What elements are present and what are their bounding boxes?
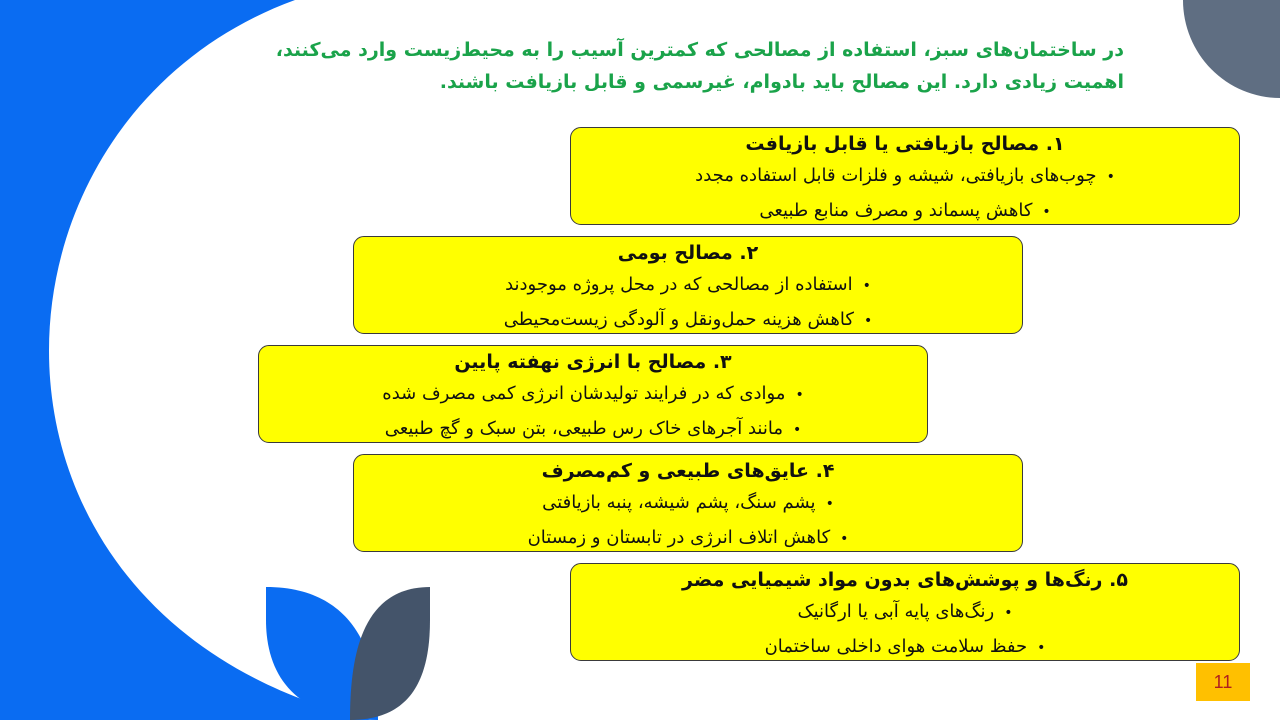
- intro-line-2: اهمیت زیادی دارد. این مصالح باید بادوام، غیرسمی و قابل بازیافت باشند.: [439, 71, 1124, 93]
- card-recycled-materials: [570, 127, 1240, 225]
- intro-line-1: در ساختمان‌های سبز، استفاده از مصالحی که کمترین آسیب را به محیط‌زیست وارد می‌کنند،: [275, 39, 1124, 61]
- card-bullet: • رنگ‌های پایه آبی یا ارگانیک: [571, 595, 1239, 630]
- card-title: ۵. رنگ‌ها و پوشش‌های بدون مواد شیمیایی مضر: [682, 569, 1128, 591]
- card-bullet: • موادی که در فرایند تولیدشان انرژی کمی مصرف شده: [259, 377, 927, 412]
- card-title: ۳. مصالح با انرژی نهفته پایین: [454, 351, 732, 373]
- card-natural-insulation: [353, 454, 1023, 552]
- card-title: ۴. عایق‌های طبیعی و کم‌مصرف: [541, 460, 835, 482]
- card-bullet: • کاهش پسماند و مصرف منابع طبیعی: [571, 194, 1239, 229]
- page-number-badge: 11: [1196, 663, 1250, 701]
- card-bullet-list: [571, 595, 1239, 665]
- card-bullet: • مانند آجرهای خاک رس طبیعی، بتن سبک و گچ طبیعی: [259, 412, 927, 447]
- card-bullet: • حفظ سلامت هوای داخلی ساختمان: [571, 630, 1239, 665]
- card-local-materials: [353, 236, 1023, 334]
- card-title: ۱. مصالح بازیافتی یا قابل بازیافت: [745, 133, 1065, 155]
- intro-paragraph: [224, 34, 1124, 98]
- card-bullet: • پشم سنگ، پشم شیشه، پنبه بازیافتی: [354, 486, 1022, 521]
- card-low-embodied-energy: [258, 345, 928, 443]
- card-title: ۲. مصالح بومی: [617, 242, 759, 264]
- card-bullet-list: [259, 377, 927, 447]
- slate-corner-shape: [1183, 0, 1280, 98]
- card-bullet-list: [354, 486, 1022, 556]
- card-non-toxic-paints: [570, 563, 1240, 661]
- slate-leaf-shape: [350, 587, 430, 720]
- card-bullet: • چوب‌های بازیافتی، شیشه و فلزات قابل استفاده مجدد: [571, 159, 1239, 194]
- card-bullet: • کاهش هزینه حمل‌ونقل و آلودگی زیست‌محیطی: [354, 303, 1022, 338]
- card-bullet: • استفاده از مصالحی که در محل پروژه موجودند: [354, 268, 1022, 303]
- card-bullet-list: [571, 159, 1239, 229]
- card-bullet: • کاهش اتلاف انرژی در تابستان و زمستان: [354, 521, 1022, 556]
- card-bullet-list: [354, 268, 1022, 338]
